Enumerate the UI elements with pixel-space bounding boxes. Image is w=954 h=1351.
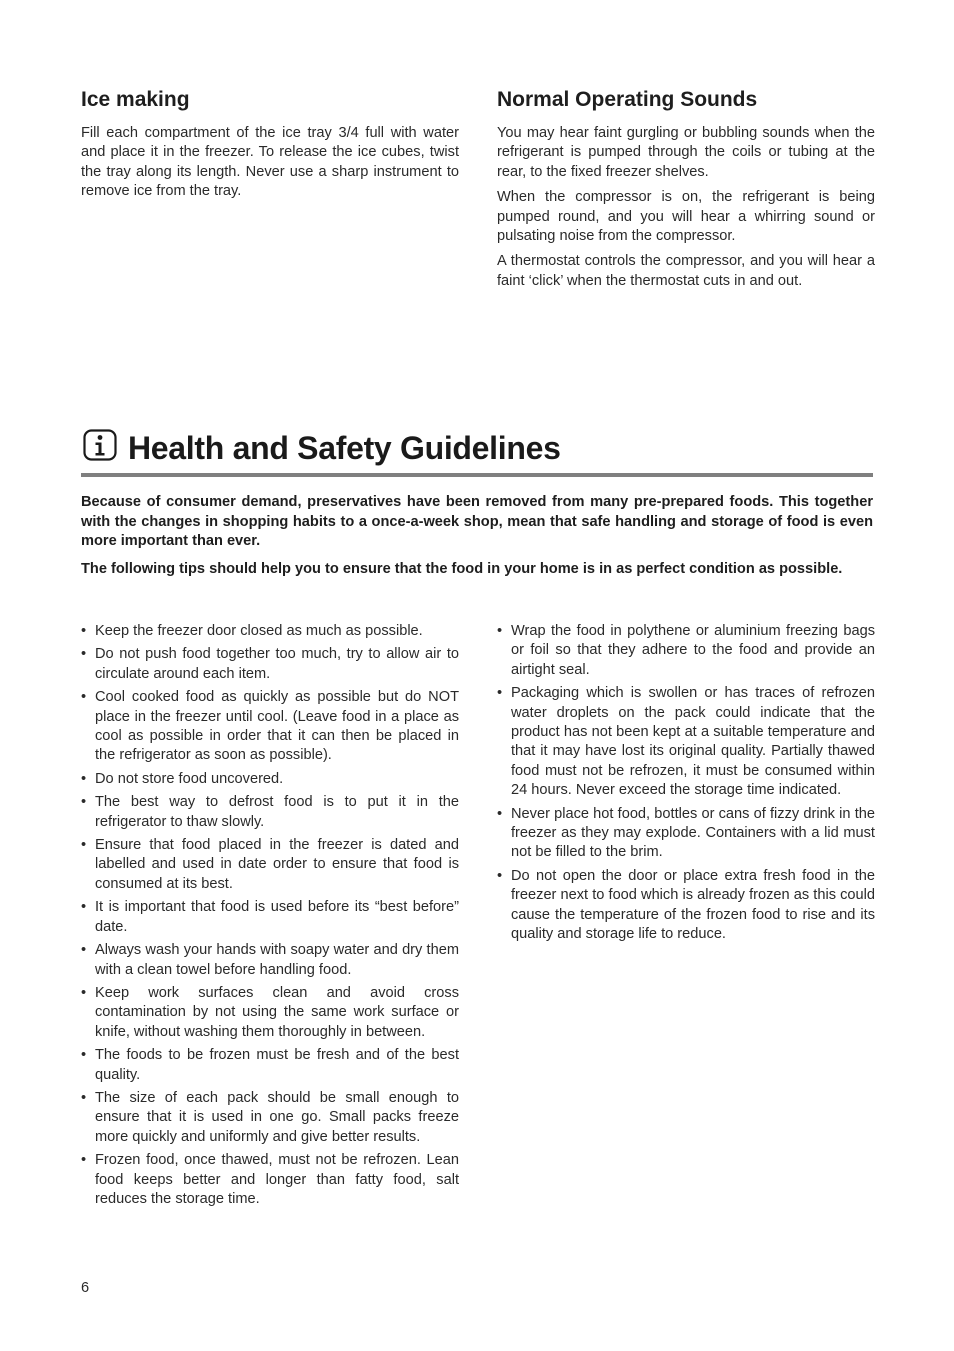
intro-paragraph: Because of consumer demand, preservatives have been removed from many pre-prepared foods. This together with the changes in shopping habits to a once-a-week shop, mean that safe handling and storage of food is even more important than ever. — [81, 494, 873, 549]
tip-list-item — [81, 645, 459, 684]
bullet-icon: • — [81, 1089, 87, 1106]
tip-list-item — [81, 984, 459, 1042]
operating-sounds-section — [497, 88, 875, 297]
bullet-icon: • — [81, 1047, 87, 1064]
tip-text: Always wash your hands with soapy water and dry them with a clean towel before handling food. — [95, 942, 459, 978]
health-safety-title: Health and Safety Guidelines — [128, 430, 561, 466]
bullet-icon: • — [81, 794, 87, 811]
tip-text: Ensure that food placed in the freezer is dated and labelled and used in date order to ensure that food is consumed at its best. — [95, 837, 459, 892]
tip-list-item — [81, 836, 459, 894]
bullet-icon: • — [81, 1152, 87, 1169]
bullet-icon: • — [81, 646, 87, 663]
bullet-icon: • — [81, 770, 87, 787]
bullet-icon: • — [497, 867, 503, 884]
tip-list-item — [497, 805, 875, 863]
tip-text: Do not open the door or place extra fresh food in the freezer next to food which is already frozen as this could cause the temperature of the frozen food to rise and its quality and storage life to reduce. — [511, 867, 875, 943]
tip-list-item — [497, 622, 875, 680]
tip-text: Frozen food, once thawed, must not be refrozen. Lean food keeps better and longer than fatty food, salt reduces the storage time. — [95, 1152, 459, 1207]
tip-list-item — [81, 622, 459, 641]
bullet-icon: • — [81, 899, 87, 916]
tip-text: Cool cooked food as quickly as possible but do NOT place in the freezer until cool. (Leave food in a place as cool as possible in order that it can then be placed in the refrigerator as soon as possible). — [95, 689, 459, 764]
bullet-icon: • — [81, 689, 87, 706]
bullet-icon: • — [497, 685, 503, 702]
sounds-paragraph: You may hear faint gurgling or bubbling sounds when the refrigerant is pumped through the coils or tubing at the rear, to the fixed freezer shelves. — [497, 125, 875, 180]
ice-making-section — [81, 88, 459, 208]
tip-list-item — [81, 770, 459, 789]
tip-text: Wrap the food in polythene or aluminium freezing bags or foil so that they adhere to the food and provide an airtight seal. — [511, 623, 875, 678]
tip-list-item — [81, 941, 459, 980]
bullet-icon: • — [81, 984, 87, 1001]
tips-list-right — [497, 622, 875, 949]
bullet-icon: • — [81, 837, 87, 854]
tip-text: It is important that food is used before its “best before” date. — [95, 899, 459, 935]
tip-text: Keep work surfaces clean and avoid cross contamination by not using the same work surface or knife, without washing them thoroughly in between. — [95, 984, 459, 1040]
tip-text: Keep the freezer door closed as much as possible. — [95, 623, 423, 639]
tip-text: The size of each pack should be small enough to ensure that it is used in one go. Small packs freeze more quickly and uniformly and give better results. — [95, 1089, 459, 1145]
tip-text: Never place hot food, bottles or cans of fizzy drink in the freezer as they may explode. Containers with a lid must not be filled to the brim. — [511, 805, 875, 861]
tip-list-item — [497, 684, 875, 800]
operating-sounds-heading: Normal Operating Sounds — [497, 88, 758, 111]
sounds-paragraph: A thermostat controls the compressor, and you will hear a faint ‘click’ when the thermostat cuts in and out. — [497, 253, 875, 289]
ice-making-heading: Ice making — [81, 88, 190, 111]
intro-paragraph: The following tips should help you to ensure that the food in your home is in as perfect condition as possible. — [81, 560, 843, 577]
tip-text: Packaging which is swollen or has traces of refrozen water droplets on the pack could indicate that the product has not been kept at a suitable temperature and that it may have lost its original quality. Partially thawed food must not be refrozen, it must be consumed within 24 hours. Never exceed the storage time indicated. — [511, 685, 875, 799]
tip-list-item — [81, 898, 459, 937]
tip-list-item — [497, 867, 875, 945]
bullet-icon: • — [497, 805, 503, 822]
tip-list-item — [81, 1151, 459, 1209]
tip-text: Do not push food together too much, try to allow air to circulate around each item. — [95, 646, 459, 682]
ice-making-text: Fill each compartment of the ice tray 3/4 full with water and place it in the freezer. To release the ice cubes, twist the tray along its length. Never use a sharp instrument to remove ice from the tray. — [81, 125, 459, 200]
tip-list-item — [81, 1089, 459, 1147]
health-safety-header — [81, 427, 873, 477]
bullet-icon: • — [81, 942, 87, 959]
tip-text: The foods to be frozen must be fresh and of the best quality. — [95, 1047, 459, 1083]
page-number: 6 — [81, 1280, 90, 1296]
tips-list-left — [81, 622, 459, 1213]
info-icon — [83, 429, 117, 461]
tip-text: Do not store food uncovered. — [95, 770, 284, 787]
tip-list-item — [81, 1046, 459, 1085]
tip-list-item — [81, 688, 459, 766]
tip-list-item — [81, 793, 459, 832]
bullet-icon: • — [497, 623, 503, 639]
sounds-paragraph: When the compressor is on, the refrigerant is being pumped round, and you will hear a whirring sound or pulsating noise from the compressor. — [497, 189, 875, 245]
bullet-icon: • — [81, 623, 87, 639]
health-safety-intro — [81, 493, 873, 587]
tip-text: The best way to defrost food is to put it in the refrigerator to thaw slowly. — [95, 794, 459, 830]
